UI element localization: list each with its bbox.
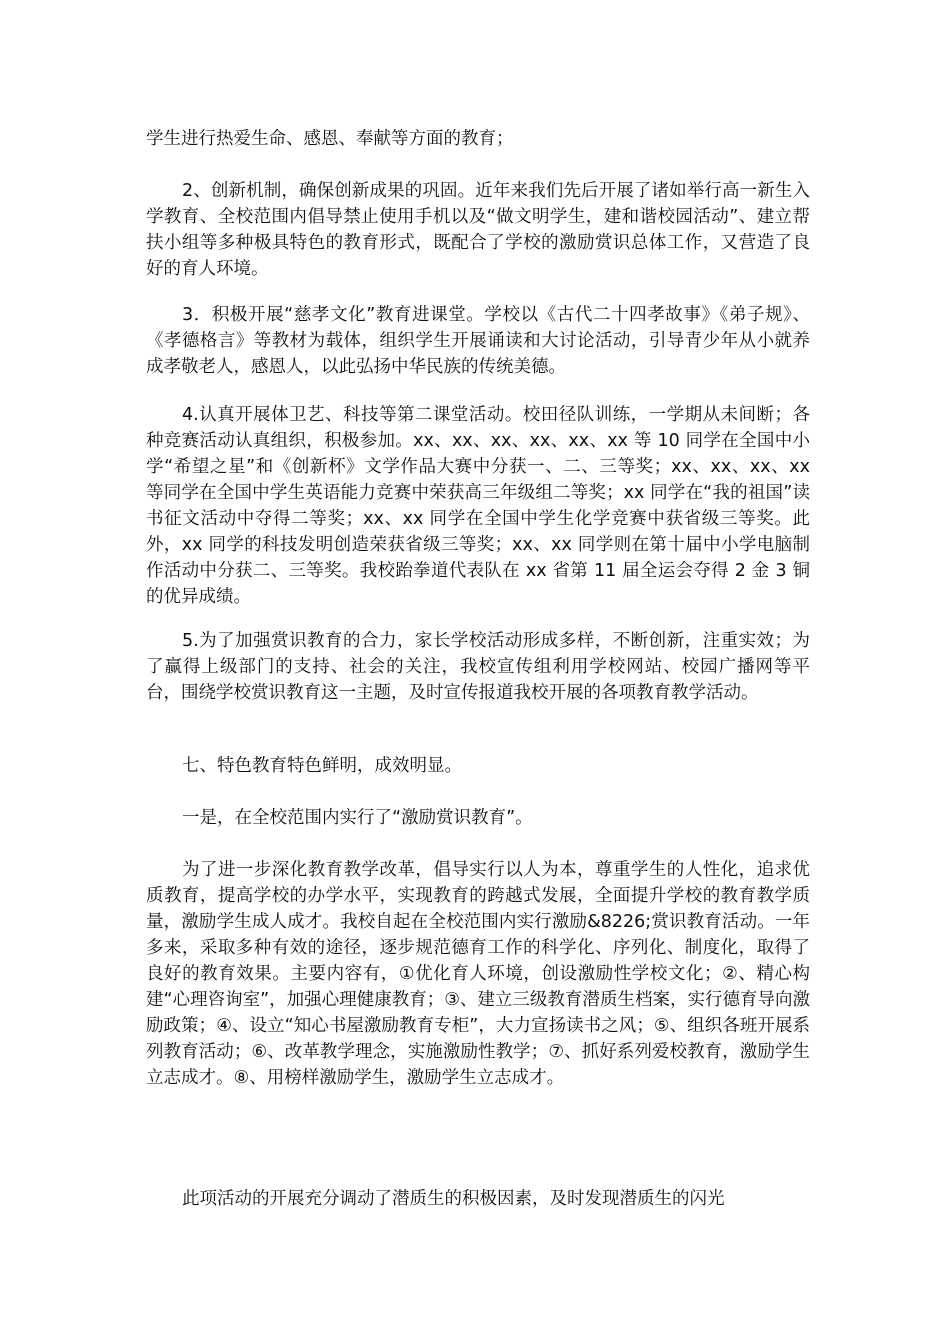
section-heading-seven: 七、特色教育特色鲜明，成效明显。 [182, 756, 462, 776]
paragraph-innovation-mechanism: 2、创新机制，确保创新成果的巩固。近年来我们先后开展了诸如举行高一新生入学教育、全校范围内倡导禁止使用手机以及“做文明学生，建和谐校园活动”、建立帮扶小组等多种极具特色的教育形式，既配合了学校的激励赏识总体工作，又营造了良好的育人环境。 [146, 181, 810, 279]
subheading-first: 一是，在全校范围内实行了“激励赏识教育”。 [182, 808, 533, 828]
paragraph-second-classroom: 4.认真开展体卫艺、科技等第二课堂活动。校田径队训练，一学期从未间断；各种竞赛活动认真组织，积极参加。xx、xx、xx、xx、xx、xx 等 10 同学在全国中小学“希望之星”和《创新杯》文学作品大赛中分获一、二、三等奖；xx、xx、xx、xx 等同学在全国中学生英语能力竞赛中荣获高三年级组二等奖；xx 同学在“我的祖国”读书征文活动中夺得二等奖；xx、xx 同学在全国中学生化学竞赛中获省级三等奖。此外，xx 同学的科技发明创造荣获省级三等奖；xx、xx 同学则在第十届中小学电脑制作活动中分获二、三等奖。我校跆拳道代表队在 xx 省第 11 届全运会夺得 2 金 3 铜的优异成绩。 [146, 405, 810, 607]
paragraph-filial-culture: 3．积极开展“慈孝文化”教育进课堂。学校以《古代二十四孝故事》《弟子规》、《孝德格言》等教材为载体，组织学生开展诵读和大讨论活动，引导青少年从小就养成孝敬老人，感恩人，以此弘扬中华民族的传统美德。 [146, 305, 810, 377]
paragraph-appreciation-education: 5.为了加强赏识教育的合力，家长学校活动形成多样，不断创新，注重实效；为了赢得上级部门的支持、社会的关注，我校宣传组利用学校网站、校园广播网等平台，围绕学校赏识教育这一主题，及时宣传报道我校开展的各项教育教学活动。 [146, 631, 810, 703]
paragraph-reform: 为了进一步深化教育教学改革，倡导实行以人为本，尊重学生的人性化，追求优质教育，提高学校的办学水平，实现教育的跨越式发展，全面提升学校的教育教学质量，激励学生成人成才。我校自起在全校范围内实行激励&8226;赏识教育活动。一年多来，采取多种有效的途径，逐步规范德育工作的科学化、序列化、制度化，取得了良好的教育效果。主要内容有，①优化育人环境，创设激励性学校文化；②、精心构建“心理咨询室”，加强心理健康教育；③、建立三级教育潜质生档案，实行德育导向激励政策；④、设立“知心书屋激励教育专柜”，大力宣扬读书之风；⑤、组织各班开展系列教育活动；⑥、改革教学理念，实施激励性教学；⑦、抓好系列爱校教育，激励学生立志成才。⑧、用榜样激励学生，激励学生立志成才。 [146, 860, 810, 1088]
paragraph-continuation: 学生进行热爱生命、感恩、奉献等方面的教育； [146, 129, 514, 149]
paragraph-potential-students: 此项活动的开展充分调动了潜质生的积极因素，及时发现潜质生的闪光 [182, 1189, 725, 1209]
